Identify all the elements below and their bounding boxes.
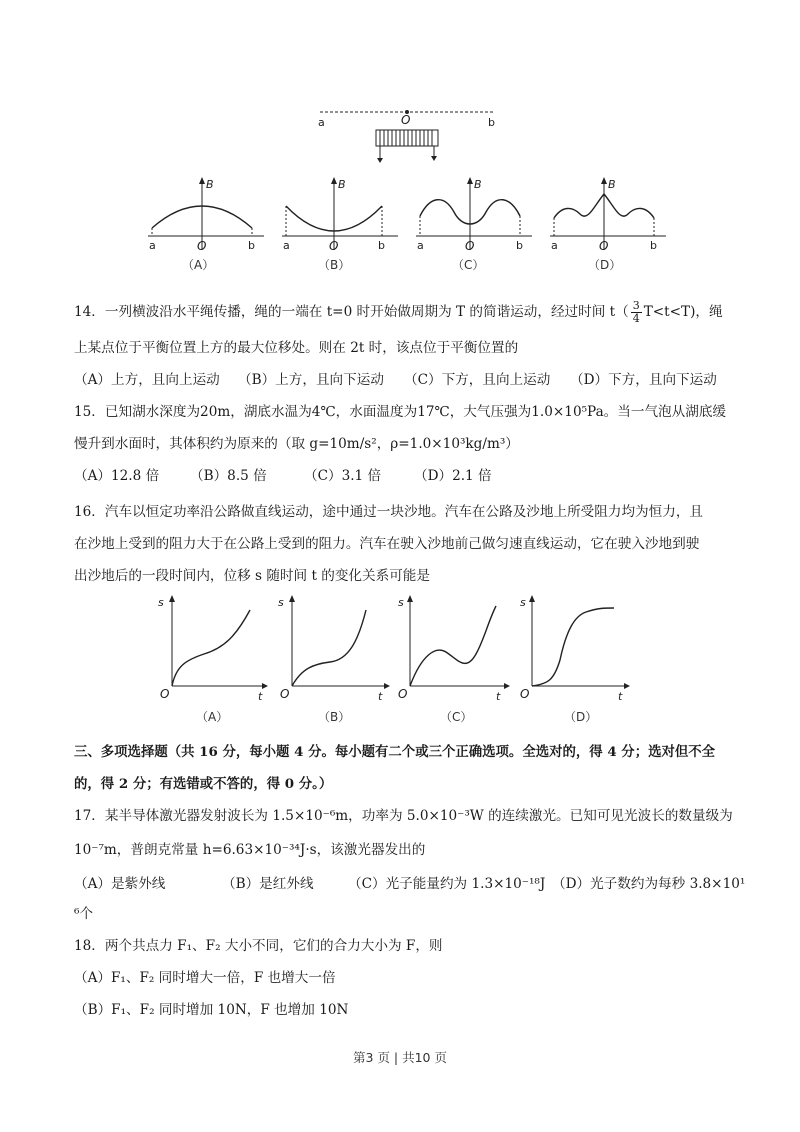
- b-graph-a-axis: B: [206, 178, 214, 191]
- b-caption-b: （B）: [318, 258, 351, 272]
- st-caption-a: （A）: [196, 710, 229, 724]
- q18-option-a: （A）F₁、F₂ 同时增大一倍，F 也增大一倍: [74, 970, 336, 986]
- st-caption-d: （D）: [564, 710, 598, 724]
- st-caption-c: （C）: [440, 710, 473, 724]
- q14-line1-pre: 14．一列横波沿水平绳传播，绳的一端在 t=0 时开始做周期为 T 的简谐运动，经过时间 t（: [74, 304, 629, 320]
- b-graph-c-origin: O: [465, 239, 475, 252]
- st-graph-d-x: t: [618, 690, 623, 700]
- q15-option-b: （B）8.5 倍: [190, 468, 267, 484]
- q14-option-b: （B）上方，且向下运动: [238, 372, 384, 388]
- b-graph-d-left: a: [551, 239, 558, 252]
- q17-option-d-cont: ⁶个: [74, 906, 94, 922]
- q15-option-a: （A）12.8 倍: [74, 468, 160, 484]
- q14-line2: 上某点位于平衡位置上方的最大位移处。则在 2t 时，该点位于平衡位置的: [74, 340, 519, 356]
- b-caption-a: （A）: [182, 258, 215, 272]
- st-graph-b-x: t: [378, 690, 383, 700]
- st-caption-b: （B）: [318, 710, 351, 724]
- st-graph-c: [396, 592, 514, 700]
- st-graph-d-y: s: [520, 596, 526, 609]
- q17-line2: 10⁻⁷m，普朗克常量 h=6.63×10⁻³⁴J·s，该激光器发出的: [74, 842, 426, 858]
- q14-fraction: $\frac{3}{4}$: [632, 299, 640, 325]
- b-graph-b-axis: B: [338, 178, 346, 191]
- b-graph-d-origin: O: [599, 239, 609, 252]
- q17-option-a: （A）是紫外线: [74, 876, 166, 892]
- b-graph-a-left: a: [149, 239, 156, 252]
- b-graph-c-right: b: [516, 239, 523, 252]
- st-graph-a-y: s: [158, 596, 164, 609]
- st-graph-b-origin: O: [280, 687, 290, 700]
- q14-line1: [74, 300, 723, 325]
- top-label-o: O: [401, 113, 411, 127]
- b-graph-b-origin: O: [329, 239, 339, 252]
- top-label-a: a: [318, 116, 325, 129]
- q16-line2: 在沙地上受到的阻力大于在公路上受到的阻力。汽车在驶入沙地前己做匀速直线运动，它在驶入沙地到驶: [74, 536, 700, 552]
- b-graph-b-right: b: [378, 239, 385, 252]
- st-graph-a-x: t: [258, 690, 263, 700]
- st-graph-c-origin: O: [398, 687, 408, 700]
- q14-option-d: （D）下方，且向下运动: [570, 372, 717, 388]
- st-graph-c-x: t: [496, 690, 501, 700]
- section3-heading-line2: 的，得 2 分；有选错或不答的，得 0 分。）: [74, 776, 333, 792]
- page-footer: 第3 页 | 共10 页: [353, 1050, 447, 1065]
- b-graph-b-left: a: [283, 239, 290, 252]
- b-graph-c: [414, 176, 534, 252]
- q16-line3: 出沙地后的一段时间内，位移 s 随时间 t 的变化关系可能是: [74, 568, 430, 584]
- b-graph-c-left: a: [417, 239, 424, 252]
- b-graph-a-right: b: [248, 239, 255, 252]
- q15-line1: 15．已知湖水深度为20m，湖底水温为4℃，水面温度为17℃，大气压强为1.0×10⁵Pa。当一气泡从湖底缓: [74, 404, 727, 420]
- st-graph-a: [152, 592, 270, 700]
- q15-option-d: （D）2.1 倍: [414, 468, 492, 484]
- ring-rod-figure: [310, 104, 510, 170]
- q17-option-d: （D）光子数约为每秒 3.8×10¹: [552, 876, 746, 892]
- st-graph-b: [274, 592, 392, 700]
- st-graph-d: [514, 592, 632, 700]
- q16-line1: 16．汽车以恒定功率沿公路做直线运动，途中通过一块沙地。汽车在公路及沙地上所受阻力均为恒力，且: [74, 504, 704, 520]
- b-graph-c-axis: B: [474, 178, 482, 191]
- st-graph-d-origin: O: [520, 687, 530, 700]
- b-graph-a: [146, 176, 266, 252]
- q15-line2: 慢升到水面时，其体积约为原来的（取 g=10m/s²，ρ=1.0×10³kg/m³）: [74, 436, 519, 452]
- q14-option-c: （C）下方，且向上运动: [404, 372, 551, 388]
- q18-option-b: （B）F₁、F₂ 同时增加 10N，F 也增加 10N: [74, 1002, 349, 1018]
- b-graph-b: [280, 176, 400, 252]
- q14-line1-post: T<t<T)，绳: [643, 304, 723, 320]
- b-caption-c: （C）: [452, 258, 485, 272]
- b-graph-d-axis: B: [608, 178, 616, 191]
- q17-line1: 17．某半导体激光器发射波长为 1.5×10⁻⁶m，功率为 5.0×10⁻³W 的连续激光。已知可见光波长的数量级为: [74, 808, 733, 824]
- st-graph-c-y: s: [398, 596, 404, 609]
- top-label-b: b: [488, 116, 495, 129]
- q17-option-c: （C）光子能量约为 1.3×10⁻¹⁸J: [348, 876, 546, 892]
- st-graph-b-y: s: [278, 596, 284, 609]
- section3-heading-line1: 三、多项选择题（共 16 分，每小题 4 分。每小题有二个或三个正确选项。全选对的，得 4 分；选对但不全: [74, 744, 716, 760]
- q18-line1: 18．两个共点力 F₁、F₂ 大小不同，它们的合力大小为 F，则: [74, 938, 443, 954]
- b-graph-a-origin: O: [197, 239, 207, 252]
- q17-option-b: （B）是红外线: [222, 876, 314, 892]
- b-graph-d-right: b: [650, 239, 657, 252]
- st-graph-a-origin: O: [160, 687, 170, 700]
- q14-option-a: （A）上方，且向上运动: [74, 372, 220, 388]
- b-graph-d: [548, 176, 668, 252]
- q15-option-c: （C）3.1 倍: [304, 468, 382, 484]
- b-caption-d: （D）: [588, 258, 622, 272]
